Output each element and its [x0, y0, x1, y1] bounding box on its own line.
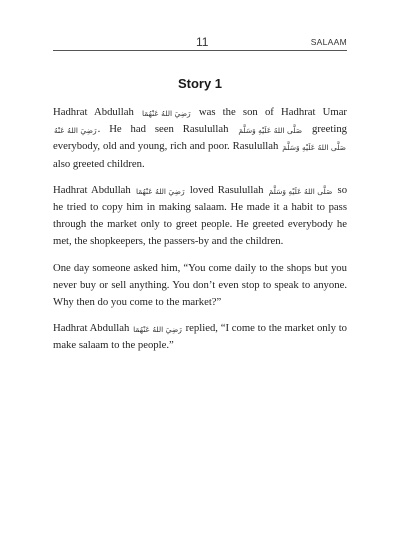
- honorific-prophet: صَلَّى اللهُ عَلَيْهِ وَسَلَّمَ: [268, 186, 333, 196]
- text-run: . He had seen Rasulullah: [97, 123, 229, 136]
- text-run: Hadhrat Abdullah: [53, 183, 131, 196]
- paragraph-1: [53, 104, 347, 173]
- paragraph-2: [53, 182, 347, 251]
- text-run: loved Rasulullah: [189, 183, 264, 196]
- story-body: [53, 104, 347, 364]
- story-title: Story 1: [177, 76, 223, 91]
- paragraph-4: [53, 320, 347, 354]
- honorific-prophet: صَلَّى اللهُ عَلَيْهِ وَسَلَّمَ: [238, 126, 303, 136]
- text-run: also greeted children.: [53, 157, 145, 170]
- honorific-sahabi: رَضِيَ اللهُ عَنْهُمَا: [133, 325, 182, 335]
- honorific-prophet: صَلَّى اللهُ عَلَيْهِ وَسَلَّمَ: [282, 143, 346, 153]
- text-run: Hadhrat Abdullah: [53, 322, 130, 335]
- honorific-companion: رَضِيَ اللهُ عَنْهُ: [54, 126, 97, 136]
- header-rule: [53, 50, 347, 51]
- running-head: SALAAM: [310, 37, 347, 47]
- honorific-sahabi: رَضِيَ اللهُ عَنْهُمَا: [135, 186, 185, 196]
- paragraph-3: One day someone asked him, “You come daily to the shops but you never buy or sell anything. You don’t even stop to speak to anyone. Why then do you come to the market?”: [53, 261, 347, 309]
- text-run: Hadhrat Abdullah: [53, 106, 134, 118]
- text-run: replied, “I come to the market only to make salaam to the people.”: [53, 322, 348, 352]
- text-run: was the son of Hadhrat Umar: [198, 106, 347, 118]
- page-header: [53, 36, 347, 50]
- text-run: greeting everybody, old and young, rich and poor. Rasulullah: [53, 123, 348, 153]
- page-number: 11: [196, 35, 209, 49]
- text-run: so he tried to copy him in making salaam. He made it a habit to pass through the market only to greet people. He greeted everybody he met, the shopkeepers, the passers-by and the children.: [53, 183, 348, 248]
- honorific-sahabi: رَضِيَ اللهُ عَنْهُمَا: [141, 109, 191, 118]
